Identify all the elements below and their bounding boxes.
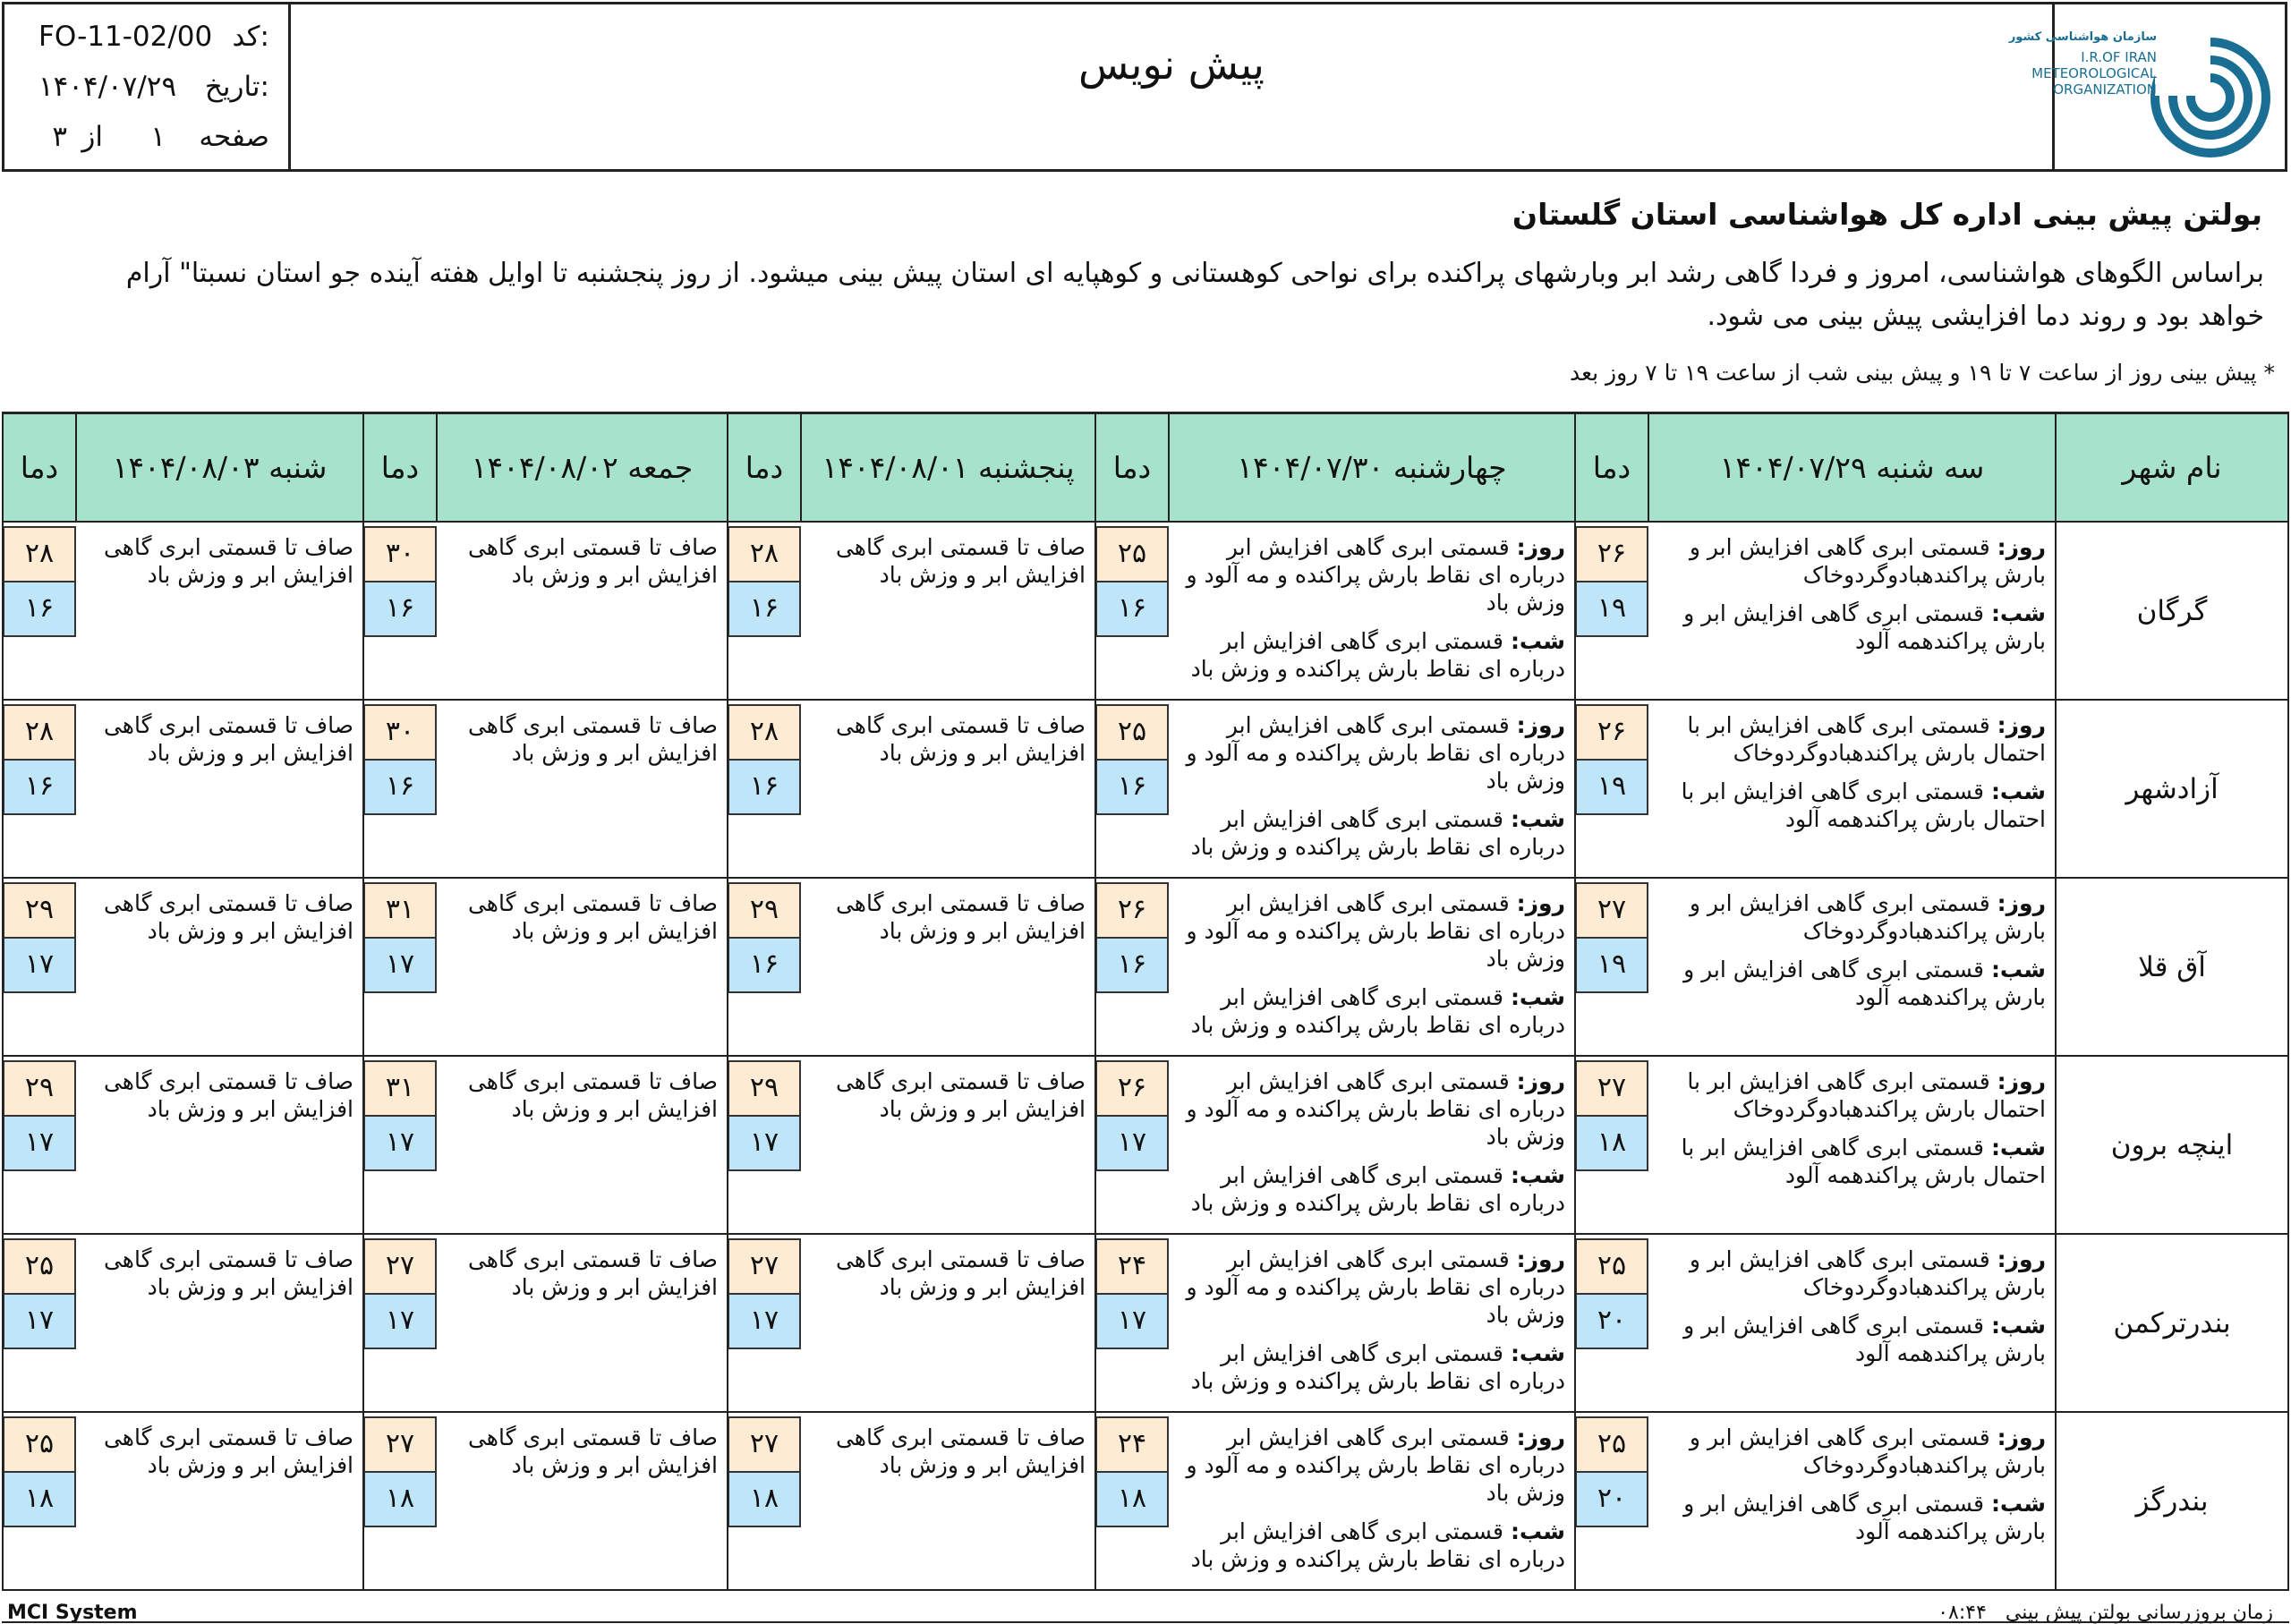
city-name: اینچه برون	[2056, 1056, 2288, 1234]
temperature-cell	[3, 522, 76, 700]
temperature-cell	[1095, 700, 1169, 878]
temperature-cell	[728, 878, 801, 1056]
code-label: کد:	[232, 21, 269, 53]
temperature-cell	[1575, 1234, 1648, 1412]
day-header-3: پنجشنبه ۱۴۰۴/۰۸/۰۱	[801, 413, 1095, 523]
forecast-text: صاف تا قسمتی ابری گاهی افزایش ابر و وزش باد	[103, 712, 353, 766]
temperature-box	[728, 1060, 801, 1171]
night-forecast	[1654, 1312, 2046, 1367]
day-label: روز:	[1997, 890, 2046, 916]
min-temperature: ۱۶	[4, 582, 74, 635]
temperature-cell	[1575, 700, 1648, 878]
forecast-cell	[76, 522, 363, 700]
night-label: شب:	[1510, 984, 1565, 1010]
table-row	[3, 522, 2288, 700]
temperature-cell	[1095, 1412, 1169, 1590]
temperature-cell	[363, 522, 437, 700]
night-label: شب:	[1990, 1313, 2046, 1339]
min-temperature: ۱۶	[365, 761, 435, 813]
temp-header-2: دما	[1095, 413, 1169, 523]
svg-text:ORGANIZATION: ORGANIZATION	[2053, 81, 2157, 98]
min-temperature: ۱۹	[1577, 939, 1647, 991]
min-temperature: ۱۸	[1577, 1117, 1647, 1169]
temperature-box	[728, 1416, 801, 1527]
day-forecast-text: قسمتی ابری گاهی افزایش ابر با احتمال بارش پراکندهبادوگردوخاک	[1687, 1068, 2046, 1122]
forecast-text: صاف تا قسمتی ابری گاهی افزایش ابر و وزش باد	[835, 1424, 1086, 1478]
max-temperature: ۲۸	[4, 528, 74, 582]
day-forecast	[1174, 1424, 1565, 1507]
night-forecast-text: قسمتی ابری گاهی افزایش ابر درباره ای نقاط بارش پراکنده و وزش باد	[1190, 1518, 1565, 1572]
forecast-cell	[437, 878, 728, 1056]
min-temperature: ۱۶	[1097, 582, 1167, 635]
max-temperature: ۳۰	[365, 528, 435, 582]
forecast-text: صاف تا قسمتی ابری گاهی افزایش ابر و وزش باد	[103, 890, 353, 944]
min-temperature: ۱۶	[729, 761, 799, 813]
forecast-cell	[437, 1412, 728, 1590]
forecast-text: صاف تا قسمتی ابری گاهی افزایش ابر و وزش باد	[103, 1068, 353, 1122]
forecast-text: صاف تا قسمتی ابری گاهی افزایش ابر و وزش باد	[467, 1246, 718, 1300]
day-forecast	[1654, 533, 2046, 589]
svg-text:I.R.OF IRAN: I.R.OF IRAN	[2081, 49, 2157, 65]
night-forecast-text: قسمتی ابری گاهی افزایش ابر درباره ای نقاط بارش پراکنده و وزش باد	[1190, 628, 1565, 682]
night-label: شب:	[1990, 1491, 2046, 1517]
max-temperature: ۲۷	[729, 1418, 799, 1473]
forecast-text: صاف تا قسمتی ابری گاهی افزایش ابر و وزش باد	[835, 534, 1086, 588]
temperature-box	[3, 526, 76, 637]
night-label: شب:	[1990, 778, 2046, 804]
day-forecast-text: قسمتی ابری گاهی افزایش ابر و بارش پراکندهبادوگردوخاک	[1689, 534, 2046, 588]
document-meta	[4, 4, 291, 169]
temperature-box	[1095, 526, 1169, 637]
svg-text:سازمان هواشناسی کشور: سازمان هواشناسی کشور	[2008, 30, 2157, 44]
day-forecast	[1654, 1067, 2046, 1123]
day-header-2: چهارشنبه ۱۴۰۴/۰۷/۳۰	[1169, 413, 1575, 523]
day-forecast	[1174, 711, 1565, 795]
forecast-cell	[801, 878, 1095, 1056]
temperature-box	[363, 1060, 437, 1171]
min-temperature: ۱۷	[365, 1117, 435, 1169]
day-label: روز:	[1997, 1068, 2046, 1094]
min-temperature: ۱۸	[729, 1473, 799, 1526]
forecast-cell	[1169, 1056, 1575, 1234]
bulletin-title: بولتن پیش بینی اداره کل هواشناسی استان گلستان	[1512, 197, 2262, 232]
page-row	[4, 121, 291, 171]
day-label: روز:	[1516, 1246, 1565, 1272]
min-temperature: ۱۷	[1097, 1117, 1167, 1169]
forecast-cell	[437, 700, 728, 878]
day-forecast-text: قسمتی ابری گاهی افزایش ابر درباره ای نقاط بارش پراکنده و مه آلود و وزش باد	[1186, 534, 1565, 616]
meteorological-organization-logo	[2008, 17, 2269, 162]
max-temperature: ۲۵	[1577, 1418, 1647, 1473]
temperature-box	[728, 882, 801, 993]
temperature-box	[3, 1060, 76, 1171]
max-temperature: ۲۷	[365, 1418, 435, 1473]
temperature-cell	[3, 1412, 76, 1590]
max-temperature: ۲۶	[1577, 706, 1647, 761]
night-label: شب:	[1510, 806, 1565, 832]
table-row	[3, 1234, 2288, 1412]
code-row	[4, 21, 291, 71]
temperature-box	[1575, 882, 1648, 993]
temperature-box	[363, 882, 437, 993]
temperature-box	[728, 704, 801, 815]
day-forecast	[1174, 533, 1565, 616]
max-temperature: ۲۵	[4, 1240, 74, 1295]
temperature-cell	[363, 1056, 437, 1234]
forecast-text: صاف تا قسمتی ابری گاهی افزایش ابر و وزش باد	[103, 534, 353, 588]
forecast-text: صاف تا قسمتی ابری گاهی افزایش ابر و وزش باد	[103, 1246, 353, 1300]
night-label: شب:	[1510, 628, 1565, 654]
forecast-cell	[1169, 1234, 1575, 1412]
min-temperature: ۲۰	[1577, 1473, 1647, 1526]
forecast-cell	[801, 700, 1095, 878]
forecast-cell	[76, 700, 363, 878]
night-forecast-text: قسمتی ابری گاهی افزایش ابر با احتمال بارش پراکندهمه آلود	[1681, 1135, 2046, 1188]
day-header-4: جمعه ۱۴۰۴/۰۸/۰۲	[437, 413, 728, 523]
max-temperature: ۲۹	[4, 1062, 74, 1117]
city-name: بندرترکمن	[2056, 1234, 2288, 1412]
forecast-text: صاف تا قسمتی ابری گاهی افزایش ابر و وزش باد	[467, 1068, 718, 1122]
night-label: شب:	[1510, 1340, 1565, 1366]
max-temperature: ۲۸	[729, 528, 799, 582]
min-temperature: ۱۶	[729, 939, 799, 991]
min-temperature: ۱۷	[729, 1117, 799, 1169]
temperature-box	[1095, 704, 1169, 815]
forecast-cell	[1169, 700, 1575, 878]
max-temperature: ۲۴	[1097, 1418, 1167, 1473]
max-temperature: ۲۹	[4, 884, 74, 939]
forecast-table-header	[3, 413, 2288, 523]
forecast-cell	[76, 1234, 363, 1412]
forecast-text: صاف تا قسمتی ابری گاهی افزایش ابر و وزش باد	[835, 712, 1086, 766]
city-name: آق قلا	[2056, 878, 2288, 1056]
temperature-box	[1575, 526, 1648, 637]
max-temperature: ۲۵	[1097, 706, 1167, 761]
night-forecast-text: قسمتی ابری گاهی افزایش ابر درباره ای نقاط بارش پراکنده و وزش باد	[1190, 1162, 1565, 1216]
forecast-text: صاف تا قسمتی ابری گاهی افزایش ابر و وزش باد	[467, 712, 718, 766]
min-temperature: ۱۷	[365, 1295, 435, 1348]
temperature-box	[1575, 1060, 1648, 1171]
table-row	[3, 1056, 2288, 1234]
night-forecast-text: قسمتی ابری گاهی افزایش ابر و بارش پراکندهمه آلود	[1683, 1313, 2046, 1366]
temperature-box	[3, 704, 76, 815]
day-label: روز:	[1997, 712, 2046, 738]
page-title: پیش نویس	[1078, 40, 1265, 89]
day-label: روز:	[1997, 1424, 2046, 1450]
temperature-box	[1095, 1060, 1169, 1171]
day-forecast-text: قسمتی ابری گاهی افزایش ابر و بارش پراکندهبادوگردوخاک	[1689, 890, 2046, 944]
temperature-box	[1095, 1238, 1169, 1349]
night-forecast-text: قسمتی ابری گاهی افزایش ابر و بارش پراکندهمه آلود	[1683, 957, 2046, 1010]
max-temperature: ۲۶	[1577, 528, 1647, 582]
day-header-5: شنبه ۱۴۰۴/۰۸/۰۳	[76, 413, 363, 523]
min-temperature: ۱۹	[1577, 582, 1647, 635]
max-temperature: ۳۱	[365, 1062, 435, 1117]
bulletin-summary: براساس الگوهای هواشناسی، امروز و فردا گاهی رشد ابر وبارشهای پراکنده برای نواحی کوهستانی و کوهپایه ای استان پیش بینی میشود. از روز پنجشنبه تا اوایل هفته آینده جو استان نسبتا" آرام خواهد بود و روند دما افزایشی پیش بینی می شود.	[125, 258, 2264, 332]
night-forecast-text: قسمتی ابری گاهی افزایش ابر با احتمال بارش پراکندهمه آلود	[1681, 778, 2046, 832]
temperature-cell	[363, 878, 437, 1056]
temperature-cell	[363, 700, 437, 878]
max-temperature: ۲۵	[1577, 1240, 1647, 1295]
forecast-cell	[1648, 1056, 2056, 1234]
min-temperature: ۱۶	[4, 761, 74, 813]
night-label: شب:	[1990, 957, 2046, 982]
max-temperature: ۲۵	[4, 1418, 74, 1473]
forecast-cell	[437, 522, 728, 700]
max-temperature: ۲۶	[1097, 1062, 1167, 1117]
day-forecast	[1654, 889, 2046, 945]
temperature-box	[3, 882, 76, 993]
forecast-text: صاف تا قسمتی ابری گاهی افزایش ابر و وزش باد	[467, 1424, 718, 1478]
forecast-text: صاف تا قسمتی ابری گاهی افزایش ابر و وزش باد	[467, 534, 718, 588]
page-total: ۳	[52, 121, 67, 153]
night-forecast-text: قسمتی ابری گاهی افزایش ابر و بارش پراکندهمه آلود	[1683, 600, 2046, 654]
forecast-cell	[801, 1234, 1095, 1412]
forecast-cell	[76, 1412, 363, 1590]
forecast-text: صاف تا قسمتی ابری گاهی افزایش ابر و وزش باد	[103, 1424, 353, 1478]
city-name: آزادشهر	[2056, 700, 2288, 878]
temperature-cell	[728, 522, 801, 700]
temperature-box	[728, 526, 801, 637]
forecast-cell	[801, 1412, 1095, 1590]
temperature-box	[3, 1238, 76, 1349]
temperature-box	[728, 1238, 801, 1349]
temperature-cell	[728, 700, 801, 878]
night-forecast	[1174, 1339, 1565, 1395]
night-label: شب:	[1510, 1518, 1565, 1544]
night-label: شب:	[1990, 1135, 2046, 1161]
logo-cell	[2008, 4, 2285, 169]
table-row	[3, 1412, 2288, 1590]
max-temperature: ۲۴	[1097, 1240, 1167, 1295]
day-label: روز:	[1997, 534, 2046, 560]
table-row	[3, 700, 2288, 878]
forecast-cell	[1169, 522, 1575, 700]
day-label: روز:	[1516, 890, 1565, 916]
min-temperature: ۱۸	[4, 1473, 74, 1526]
svg-text:METEOROLOGICAL: METEOROLOGICAL	[2031, 65, 2157, 81]
document-header	[2, 2, 2287, 172]
page-label: صفحه	[199, 121, 269, 153]
night-forecast	[1174, 1161, 1565, 1217]
forecast-table	[2, 412, 2289, 1591]
night-forecast	[1654, 1490, 2046, 1545]
day-forecast-text: قسمتی ابری گاهی افزایش ابر و بارش پراکندهبادوگردوخاک	[1689, 1424, 2046, 1478]
forecast-cell	[801, 522, 1095, 700]
temperature-cell	[363, 1234, 437, 1412]
min-temperature: ۲۰	[1577, 1295, 1647, 1348]
day-header-1: سه شنبه ۱۴۰۴/۰۷/۲۹	[1648, 413, 2056, 523]
table-row	[3, 878, 2288, 1056]
forecast-text: صاف تا قسمتی ابری گاهی افزایش ابر و وزش باد	[835, 890, 1086, 944]
temperature-cell	[1575, 1412, 1648, 1590]
code-value: FO-11-02/00	[38, 21, 213, 53]
day-forecast	[1654, 711, 2046, 767]
night-forecast	[1174, 1518, 1565, 1573]
forecast-cell	[1648, 878, 2056, 1056]
forecast-cell	[1169, 878, 1575, 1056]
forecast-cell	[801, 1056, 1095, 1234]
max-temperature: ۲۷	[1577, 884, 1647, 939]
system-name: MCI System	[7, 1602, 138, 1624]
city-name: گرگان	[2056, 522, 2288, 700]
max-temperature: ۲۹	[729, 1062, 799, 1117]
temp-header-3: دما	[728, 413, 801, 523]
night-forecast	[1654, 599, 2046, 655]
min-temperature: ۱۶	[365, 582, 435, 635]
max-temperature: ۲۸	[4, 706, 74, 761]
forecast-text: صاف تا قسمتی ابری گاهی افزایش ابر و وزش باد	[835, 1246, 1086, 1300]
forecast-table-body	[3, 522, 2288, 1590]
day-forecast	[1654, 1424, 2046, 1479]
forecast-cell	[437, 1056, 728, 1234]
forecast-cell	[76, 878, 363, 1056]
temperature-box	[363, 1238, 437, 1349]
update-time-label: زمان بروزرسانی بولتن پیش بینی	[2005, 1602, 2273, 1624]
temperature-cell	[728, 1234, 801, 1412]
min-temperature: ۱۶	[1097, 939, 1167, 991]
min-temperature: ۱۷	[4, 939, 74, 991]
forecast-cell	[76, 1056, 363, 1234]
forecast-cell	[1648, 522, 2056, 700]
temperature-cell	[1575, 878, 1648, 1056]
temperature-box	[363, 526, 437, 637]
temperature-cell	[1575, 522, 1648, 700]
temperature-box	[1095, 882, 1169, 993]
forecast-text: صاف تا قسمتی ابری گاهی افزایش ابر و وزش باد	[835, 1068, 1086, 1122]
temperature-box	[1575, 704, 1648, 815]
min-temperature: ۱۷	[1097, 1295, 1167, 1348]
min-temperature: ۱۹	[1577, 761, 1647, 813]
forecast-cell	[1169, 1412, 1575, 1590]
night-label: شب:	[1510, 1162, 1565, 1188]
max-temperature: ۲۷	[1577, 1062, 1647, 1117]
night-forecast	[1654, 778, 2046, 833]
temperature-cell	[3, 1056, 76, 1234]
page-of-label: از	[81, 121, 103, 153]
day-label: روز:	[1997, 1246, 2046, 1272]
update-time-value: ۰۸:۴۴	[1938, 1602, 1987, 1624]
temperature-box	[1095, 1416, 1169, 1527]
day-label: روز:	[1516, 1068, 1565, 1094]
temperature-box	[363, 1416, 437, 1527]
temp-header-1: دما	[1575, 413, 1648, 523]
night-forecast	[1174, 983, 1565, 1039]
night-forecast-text: قسمتی ابری گاهی افزایش ابر درباره ای نقاط بارش پراکنده و وزش باد	[1190, 1340, 1565, 1394]
temperature-box	[363, 704, 437, 815]
temp-header-5: دما	[3, 413, 76, 523]
forecast-cell	[1648, 1234, 2056, 1412]
forecast-time-note: * پیش بینی روز از ساعت ۷ تا ۱۹ و پیش بینی شب از ساعت ۱۹ تا ۷ روز بعد	[1569, 360, 2275, 386]
day-forecast-text: قسمتی ابری گاهی افزایش ابر و بارش پراکندهبادوگردوخاک	[1689, 1246, 2046, 1300]
night-label: شب:	[1990, 600, 2046, 626]
max-temperature: ۲۸	[729, 706, 799, 761]
max-temperature: ۳۱	[365, 884, 435, 939]
temperature-cell	[1095, 1234, 1169, 1412]
night-forecast-text: قسمتی ابری گاهی افزایش ابر درباره ای نقاط بارش پراکنده و وزش باد	[1190, 984, 1565, 1038]
temperature-cell	[3, 700, 76, 878]
night-forecast	[1654, 956, 2046, 1011]
min-temperature: ۱۶	[1097, 761, 1167, 813]
night-forecast-text: قسمتی ابری گاهی افزایش ابر درباره ای نقاط بارش پراکنده و وزش باد	[1190, 806, 1565, 860]
day-forecast	[1174, 1067, 1565, 1151]
max-temperature: ۲۵	[1097, 528, 1167, 582]
min-temperature: ۱۷	[729, 1295, 799, 1348]
day-forecast-text: قسمتی ابری گاهی افزایش ابر درباره ای نقاط بارش پراکنده و مه آلود و وزش باد	[1186, 1246, 1565, 1328]
day-label: روز:	[1516, 712, 1565, 738]
date-row	[4, 71, 291, 121]
forecast-cell	[437, 1234, 728, 1412]
temperature-box	[1575, 1238, 1648, 1349]
max-temperature: ۲۷	[729, 1240, 799, 1295]
city-header: نام شهر	[2056, 413, 2288, 523]
page-number: ۱	[150, 121, 166, 153]
temperature-cell	[3, 1234, 76, 1412]
min-temperature: ۱۸	[365, 1473, 435, 1526]
night-forecast	[1174, 627, 1565, 683]
day-forecast-text: قسمتی ابری گاهی افزایش ابر درباره ای نقاط بارش پراکنده و مه آلود و وزش باد	[1186, 712, 1565, 794]
city-name: بندرگز	[2056, 1412, 2288, 1590]
day-forecast	[1174, 1246, 1565, 1329]
min-temperature: ۱۶	[729, 582, 799, 635]
date-value: ۱۴۰۴/۰۷/۲۹	[38, 71, 177, 103]
day-label: روز:	[1516, 534, 1565, 560]
temperature-cell	[1575, 1056, 1648, 1234]
forecast-cell	[1648, 700, 2056, 878]
night-forecast-text: قسمتی ابری گاهی افزایش ابر و بارش پراکندهمه آلود	[1683, 1491, 2046, 1544]
temperature-cell	[3, 878, 76, 1056]
min-temperature: ۱۷	[4, 1117, 74, 1169]
temperature-cell	[728, 1412, 801, 1590]
temperature-cell	[1095, 522, 1169, 700]
max-temperature: ۲۹	[729, 884, 799, 939]
night-forecast	[1654, 1134, 2046, 1189]
day-forecast	[1654, 1246, 2046, 1301]
min-temperature: ۱۷	[365, 939, 435, 991]
night-forecast	[1174, 805, 1565, 861]
day-forecast-text: قسمتی ابری گاهی افزایش ابر درباره ای نقاط بارش پراکنده و مه آلود و وزش باد	[1186, 890, 1565, 972]
temperature-cell	[728, 1056, 801, 1234]
forecast-cell	[1648, 1412, 2056, 1590]
max-temperature: ۳۰	[365, 706, 435, 761]
temperature-box	[3, 1416, 76, 1527]
day-forecast-text: قسمتی ابری گاهی افزایش ابر درباره ای نقاط بارش پراکنده و مه آلود و وزش باد	[1186, 1424, 1565, 1506]
min-temperature: ۱۸	[1097, 1473, 1167, 1526]
day-forecast-text: قسمتی ابری گاهی افزایش ابر با احتمال بارش پراکندهبادوگردوخاک	[1687, 712, 2046, 766]
day-forecast-text: قسمتی ابری گاهی افزایش ابر درباره ای نقاط بارش پراکنده و مه آلود و وزش باد	[1186, 1068, 1565, 1150]
forecast-text: صاف تا قسمتی ابری گاهی افزایش ابر و وزش باد	[467, 890, 718, 944]
day-label: روز:	[1516, 1424, 1565, 1450]
temperature-cell	[1095, 1056, 1169, 1234]
date-label: تاریخ:	[204, 71, 269, 103]
max-temperature: ۲۶	[1097, 884, 1167, 939]
max-temperature: ۲۷	[365, 1240, 435, 1295]
temp-header-4: دما	[363, 413, 437, 523]
day-forecast	[1174, 889, 1565, 973]
min-temperature: ۱۷	[4, 1295, 74, 1348]
temperature-box	[1575, 1416, 1648, 1527]
temperature-cell	[363, 1412, 437, 1590]
footer-divider	[2, 1621, 2289, 1623]
temperature-cell	[1095, 878, 1169, 1056]
